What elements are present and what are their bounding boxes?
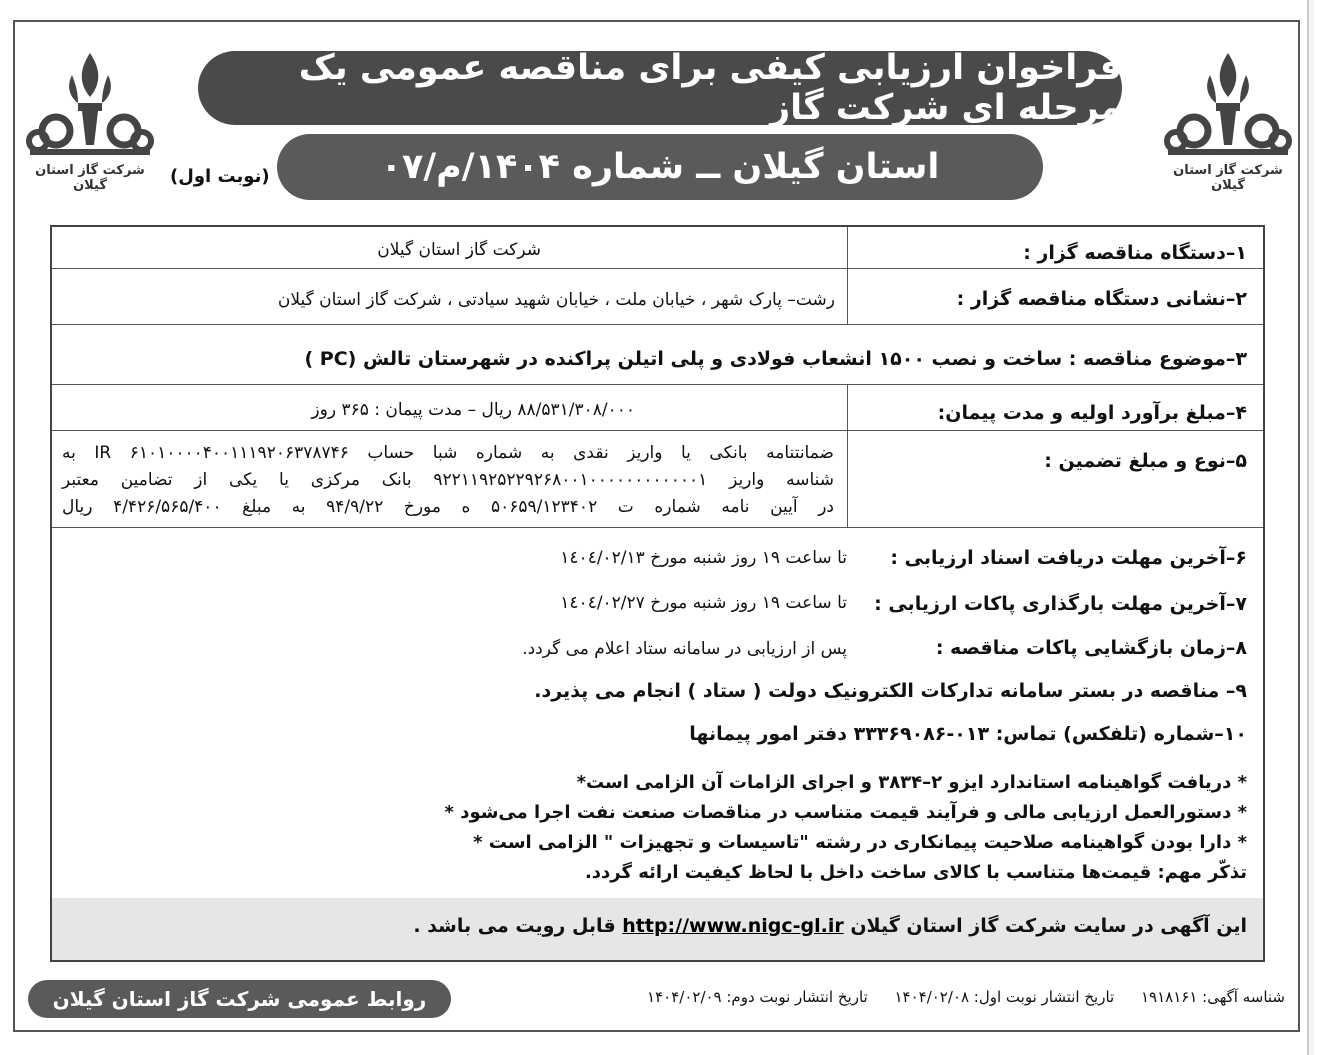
public-relations-label: روابط عمومی شرکت گاز استان گیلان: [28, 980, 451, 1018]
item-6-value: تا ساعت ۱۹ روز شنبه مورخ ۱٤٠٤/٠٢/١٣: [560, 548, 847, 568]
gas-flame-logo-icon: [1158, 45, 1298, 163]
item-9-platform: ۹– مناقصه در بستر سامانه تدارکات الکترونیک دولت ( ستاد ) انجام می پذیرد.: [534, 680, 1247, 702]
publication-info: [625, 988, 1285, 1006]
row-divider: [52, 384, 1263, 385]
round-label: (نوبت اول): [170, 166, 270, 187]
item-5-label: ۵–نوع و مبلغ تضمین :: [1044, 450, 1247, 472]
note-line: * دستورالعمل ارزیابی مالی و فرآیند قیمت متناسب در مناقصات صنعت نفت اجرا می‌شود *: [444, 802, 1247, 823]
company-logo-right: [1158, 45, 1298, 193]
website-link[interactable]: http://www.nigc-gl.ir: [622, 915, 844, 937]
row-divider: [52, 268, 1263, 269]
note-line: * دارا بودن گواهینامه صلاحیت پیمانکاری در رشته "تاسیسات و تجهیزات " الزامی است *: [473, 832, 1247, 853]
item-7-value: تا ساعت ۱۹ روز شنبه مورخ ۱٤٠٤/٠٢/٢٧: [560, 593, 847, 613]
item-3-subject: ۳–موضوع مناقصه : ساخت و نصب ۱۵۰۰ انشعاب فولادی و پلی اتیلن پراکنده در شهرستان تالش (PC ): [304, 348, 1247, 370]
ad-id: شناسه آگهی: ۱۹۱۸۱۶۱: [1141, 988, 1285, 1006]
item-2-label: ۲–نشانی دستگاه مناقصه گزار :: [956, 288, 1247, 310]
second-publish-date: تاریخ انتشار نوبت دوم: ۱۴۰۴/۰۲/۰۹: [647, 988, 868, 1006]
item-8-label: ۸–زمان بازگشایی پاکات مناقصه :: [935, 637, 1247, 659]
item-10-phone: ۱۰–شماره (تلفکس) تماس: ۰۱۳-۳۳۳۶۹۰۸۶ دفتر امور پیمانها: [689, 723, 1247, 745]
website-prefix: این آگهی در سایت شرکت گاز استان گیلان: [850, 915, 1247, 937]
row-divider: [52, 430, 1263, 431]
guarantee-line: شناسه واریز ۹۲۲۱۱۹۲۵۲۲۹۲۶۸۰۰۱۰۰۰۰۰۰۰۰۰۰۰۰۱ بانک مرکزی یا یکی از تضامین معتبر: [62, 470, 835, 490]
website-suffix: قابل رویت می باشد .: [413, 915, 616, 937]
row-divider: [52, 527, 1263, 528]
first-publish-date: تاریخ انتشار نوبت اول: ۱۴۰۴/۰۲/۰۸: [894, 988, 1115, 1006]
item-4-label: ۴–مبلغ برآورد اولیه و مدت پیمان:: [937, 402, 1247, 424]
guarantee-line: ضمانتنامه بانکی یا واریز نقدی به شماره شبا حساب IR ۶۱۰۱۰۰۰۰۴۰۰۱۱۱۹۲۰۶۳۷۸۷۴۶ به: [62, 443, 834, 463]
page-edge: [1307, 0, 1314, 1055]
column-divider: [847, 227, 848, 324]
item-4-value: ۸۸/۵۳۱/۳۰۸/۰۰۰ ریال – مدت پیمان : ۳۶۵ روز: [311, 400, 635, 420]
item-7-label: ۷–آخرین مهلت بارگذاری پاکات ارزیابی :: [874, 593, 1247, 615]
item-2-value: رشت– پارک شهر ، خیابان ملت ، خیابان شهید سیادتی ، شرکت گاز استان گیلان: [277, 290, 835, 310]
item-5-guarantee: [62, 440, 834, 521]
notice-title: فراخوان ارزیابی کیفی برای مناقصه عمومی یک مرحله ای شرکت گاز: [198, 51, 1122, 125]
item-1-value: شرکت گاز استان گیلان: [377, 240, 541, 260]
logo-caption: شرکت گاز استان گیلان: [35, 163, 145, 193]
website-notice: [413, 915, 1247, 937]
logo-caption: شرکت گاز استان گیلان: [1173, 163, 1283, 193]
note-line: تذکّر مهم: قیمت‌ها متناسب با کالای ساخت داخل با لحاظ کیفیت ارائه گردد.: [584, 862, 1247, 883]
item-8-value: پس از ارزیابی در سامانه ستاد اعلام می گردد.: [522, 639, 847, 659]
company-logo-left: [20, 45, 160, 193]
item-1-label: ۱–دستگاه مناقصه گزار :: [1023, 242, 1247, 264]
requirements-notes: [445, 768, 1247, 888]
gas-flame-logo-icon: [20, 45, 160, 163]
note-line: * دریافت گواهینامه استاندارد ایزو ۲–۳۸۳۴ و اجرای الزامات آن الزامی است*: [576, 772, 1247, 793]
guarantee-line: در آیین نامه شماره ت ۵۰۶۵۹/۱۲۳۴۰۲ ه مورخ ۹۴/۹/۲۲ به مبلغ ۴/۴۲۶/۵۶۵/۴۰۰ ریال: [62, 497, 835, 517]
column-divider: [847, 384, 848, 527]
notice-number: استان گیلان ــ شماره ۱۴۰۴/م/۰۷: [277, 134, 1043, 200]
item-6-label: ۶–آخرین مهلت دریافت اسناد ارزیابی :: [890, 547, 1247, 569]
row-divider: [52, 324, 1263, 325]
